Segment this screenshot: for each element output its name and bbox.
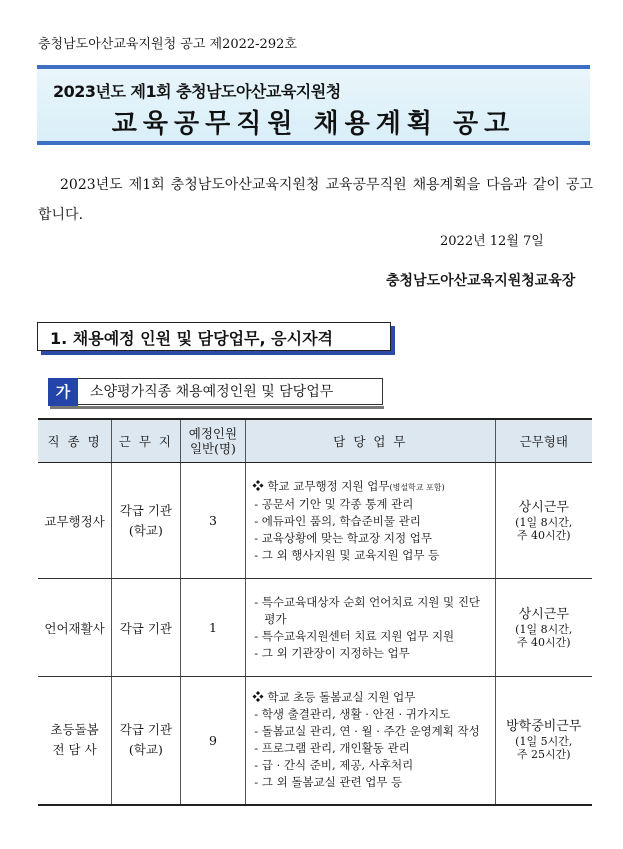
row-work [495,579,592,677]
duty-item: - 공문서 기안 및 각종 통계 관리 [254,496,414,511]
header-count-line2: 일반(명) [189,441,236,456]
work-main: 상시근무 [518,499,569,515]
document-title: 교육공무직원 채용계획 공고 [111,109,516,139]
duty-heading-note: (병설학교 포함) [389,482,445,492]
recruitment-table [38,418,592,806]
duty-item: - 에듀파인 품의, 학습준비물 관리 [254,513,421,528]
banner-top-rule [37,65,590,69]
banner-subtitle: 2023년도 제1회 충청남도아산교육지원청 [53,82,341,101]
notice-number: 충청남도아산교육지원청 공고 제2022-292호 [38,37,297,52]
duty-item: - 그 외 행사지원 및 교육지원 업무 등 [254,547,440,562]
duty-heading: ❖ 학교 초등 돌봄교실 지원 업무 [252,690,416,705]
duty-item: - 프로그램 관리, 개인활동 관리 [254,741,410,756]
header-place: 근 무 지 [112,419,180,463]
table-header-row [38,419,592,463]
subsection-badge: 가 [48,378,78,406]
row-job-line2: 전 담 사 [52,742,97,758]
table-row [38,677,592,805]
signatory: 충청남도아산교육지원청교육장 [386,273,576,289]
work-main: 방학중비근무 [506,719,582,735]
section-heading [37,322,391,351]
table-row [38,579,592,677]
subsection-shadow [50,406,384,409]
subsection-title: 소양평가직종 채용예정인원 및 담당업무 [78,378,383,405]
row-place-line1: 각급 기관 [119,502,173,518]
work-sub2: 주 25시간) [516,748,571,762]
header-duty: 담 당 업 무 [246,419,495,463]
duty-item: - 돌봄교실 관리, 연 · 월 · 주간 운영계획 작성 [254,724,480,739]
header-count-line1: 예정인원 [188,426,238,441]
row-place-line1: 각급 기관 [119,722,173,738]
row-count: 3 [180,463,246,579]
duty-item: - 급 · 간식 준비, 제공, 사후처리 [254,758,414,773]
intro-paragraph: 2023년도 제1회 충청남도아산교육지원청 교육공무직원 채용계획을 다음과 같이 공고합니다. [38,177,593,223]
duty-item: - 특수교육지원센터 치료 지원 업무 지원 [254,628,455,643]
duty-item: - 그 외 기관장이 지정하는 업무 [254,645,410,660]
work-sub1: (1일 5시간, [515,735,573,749]
work-main: 상시근무 [518,606,569,622]
banner-bottom-rule [37,141,590,145]
row-place [112,463,180,579]
title-banner [37,65,590,145]
work-sub1: (1일 8시간, [515,622,573,636]
row-job-line1: 초등돌봄 [50,722,99,738]
duty-item: - 교육상황에 맞는 학교장 지정 업무 [254,530,432,545]
row-place: 각급 기관 [112,579,180,677]
work-sub2: 주 40시간) [516,635,571,649]
row-place-line2: (학교) [128,522,163,538]
notice-date: 2022년 12월 7일 [440,234,544,249]
duty-heading-text: ❖ 학교 교무행정 지원 업무 [252,478,390,493]
row-job: 언어재활사 [38,579,112,677]
row-job: 교무행정사 [38,463,112,579]
duty-item: - 학생 출결관리, 생활 · 안전 · 귀가지도 [254,707,451,722]
table-row [38,463,592,579]
duty-item: - 특수교육대상자 순회 언어치료 지원 및 진단평가 [254,594,481,626]
row-work [495,677,592,805]
header-work: 근무형태 [495,419,592,463]
row-duty [246,463,495,579]
row-duty [246,579,495,677]
row-place [112,677,180,805]
row-count: 1 [180,579,246,677]
row-work [495,463,592,579]
row-duty [246,677,495,805]
header-job: 직 종 명 [38,419,112,463]
row-job [38,677,112,805]
section-title: 1. 채용예정 인원 및 담당업무, 응시자격 [50,329,333,348]
row-place-line2: (학교) [128,742,163,758]
header-count [180,419,246,463]
work-sub1: (1일 8시간, [515,515,573,529]
row-count: 9 [180,677,246,805]
duty-item: - 그 외 돌봄교실 관련 업무 등 [254,775,403,790]
duty-heading [252,478,488,496]
work-sub2: 주 40시간) [516,528,571,542]
